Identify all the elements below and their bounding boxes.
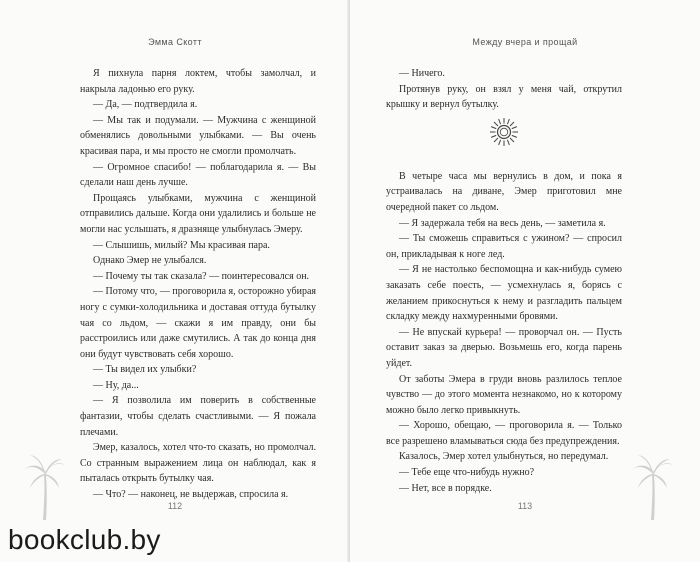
paragraph: — Я задержала тебя на весь день, — заметила я. [399,217,606,229]
right-page-text [386,66,622,496]
right-page [350,0,700,562]
paragraph: — Ничего. [399,68,445,79]
right-running-head: Между вчера и прощай [472,37,578,47]
paragraph: — Мы так и подумали. — Мужчина с женщиной обменялись довольными улыбками. — Вы очень красивая пара, и мы просто не смогли промолчать. [80,114,316,157]
paragraph: Однако Эмер не улыбался. [93,255,207,267]
paragraph: Прощаясь улыбками, мужчина с женщиной отправились дальше. Когда они удалились и больше не могли нас услышать, я дразняще улыбнулась Эмеру. [80,192,316,235]
paragraph: — Я позволила им поверить в собственные фантазии, чтобы сделать счастливыми. — Я пожала плечами. [80,395,316,438]
paragraph: От заботы Эмера в груди вновь разлилось теплое чувство — до этого момента незнакомо, но к которому можно было легко привыкнуть. [386,373,622,416]
paragraph: — Почему ты так сказала? — поинтересовался он. [93,270,310,282]
paragraph: — Ну, да... [93,379,139,391]
paragraph: Казалось, Эмер хотел улыбнуться, но передумал. [399,451,609,463]
left-page-number: 112 [167,501,183,511]
paragraph: В четыре часа мы вернулись в дом, и пока я устраивалась на диване, Эмер приготовил мне очередной пакет со льдом. [386,170,622,213]
site-watermark: bookclub.by [8,524,161,555]
paragraph: — Нет, все в порядке. [399,482,492,494]
paragraph: Протянув руку, он взял у меня чай, открутил крышку и вернул бутылку. [386,83,622,111]
paragraph: — Ты видел их улыбки? [93,364,197,376]
palm-tree-icon [630,444,674,522]
paragraph: Эмер, казалось, хотел что-то сказать, но промолчал. Со странным выражением лица он наблюдал, как я пыталась открыть бутылку чая. [80,442,316,485]
paragraph: — Ты сможешь справиться с ужином? — спросил он, прикладывая к ноге лед. [386,233,622,260]
right-page-number: 113 [517,501,533,511]
paragraph: — Не впускай курьера! — проворчал он. — Пусть оставит заказ за дверью. Возьмешь его, когда парень уйдет. [386,326,622,369]
paragraph: — Потому что, — проговорила я, осторожно убирая ногу с сумки-холодильника и доставая оттуда бутылку чая со льдом, — скажи я им правду, они бы расстроились или даже смутились. А так до конца дня они будут чувствовать себя хорошо. [80,286,316,360]
paragraph: — Что? — наконец, не выдержав, спросила я. [93,489,289,501]
paragraph: — Тебе еще что-нибудь нужно? [399,467,535,479]
paragraph: — Слышишь, милый? Мы красивая пара. [93,239,270,251]
palm-tree-icon [22,444,66,522]
paragraph: — Огромное спасибо! — поблагодарила я. — Вы сделали наш день лучше. [80,161,316,189]
left-page-text [80,66,316,503]
paragraph: — Я не настолько беспомощна и как-нибудь сумею заказать себе поесть, — усмехнулась я, борясь с желанием прикоснуться к нему и разгладить пальцем складку между нахмуренными бровями. [386,264,622,323]
paragraph: — Хорошо, обещаю, — проговорила я. — Только все разрешено вламываться сюда без предупреждения. [386,420,622,447]
sun-ornament-icon [489,117,519,147]
paragraph: — Да, — подтвердила я. [93,99,198,111]
left-running-head: Эмма Скотт [148,37,202,47]
paragraph: Я пихнула парня локтем, чтобы замолчал, и накрыла ладонью его руку. [80,68,316,95]
